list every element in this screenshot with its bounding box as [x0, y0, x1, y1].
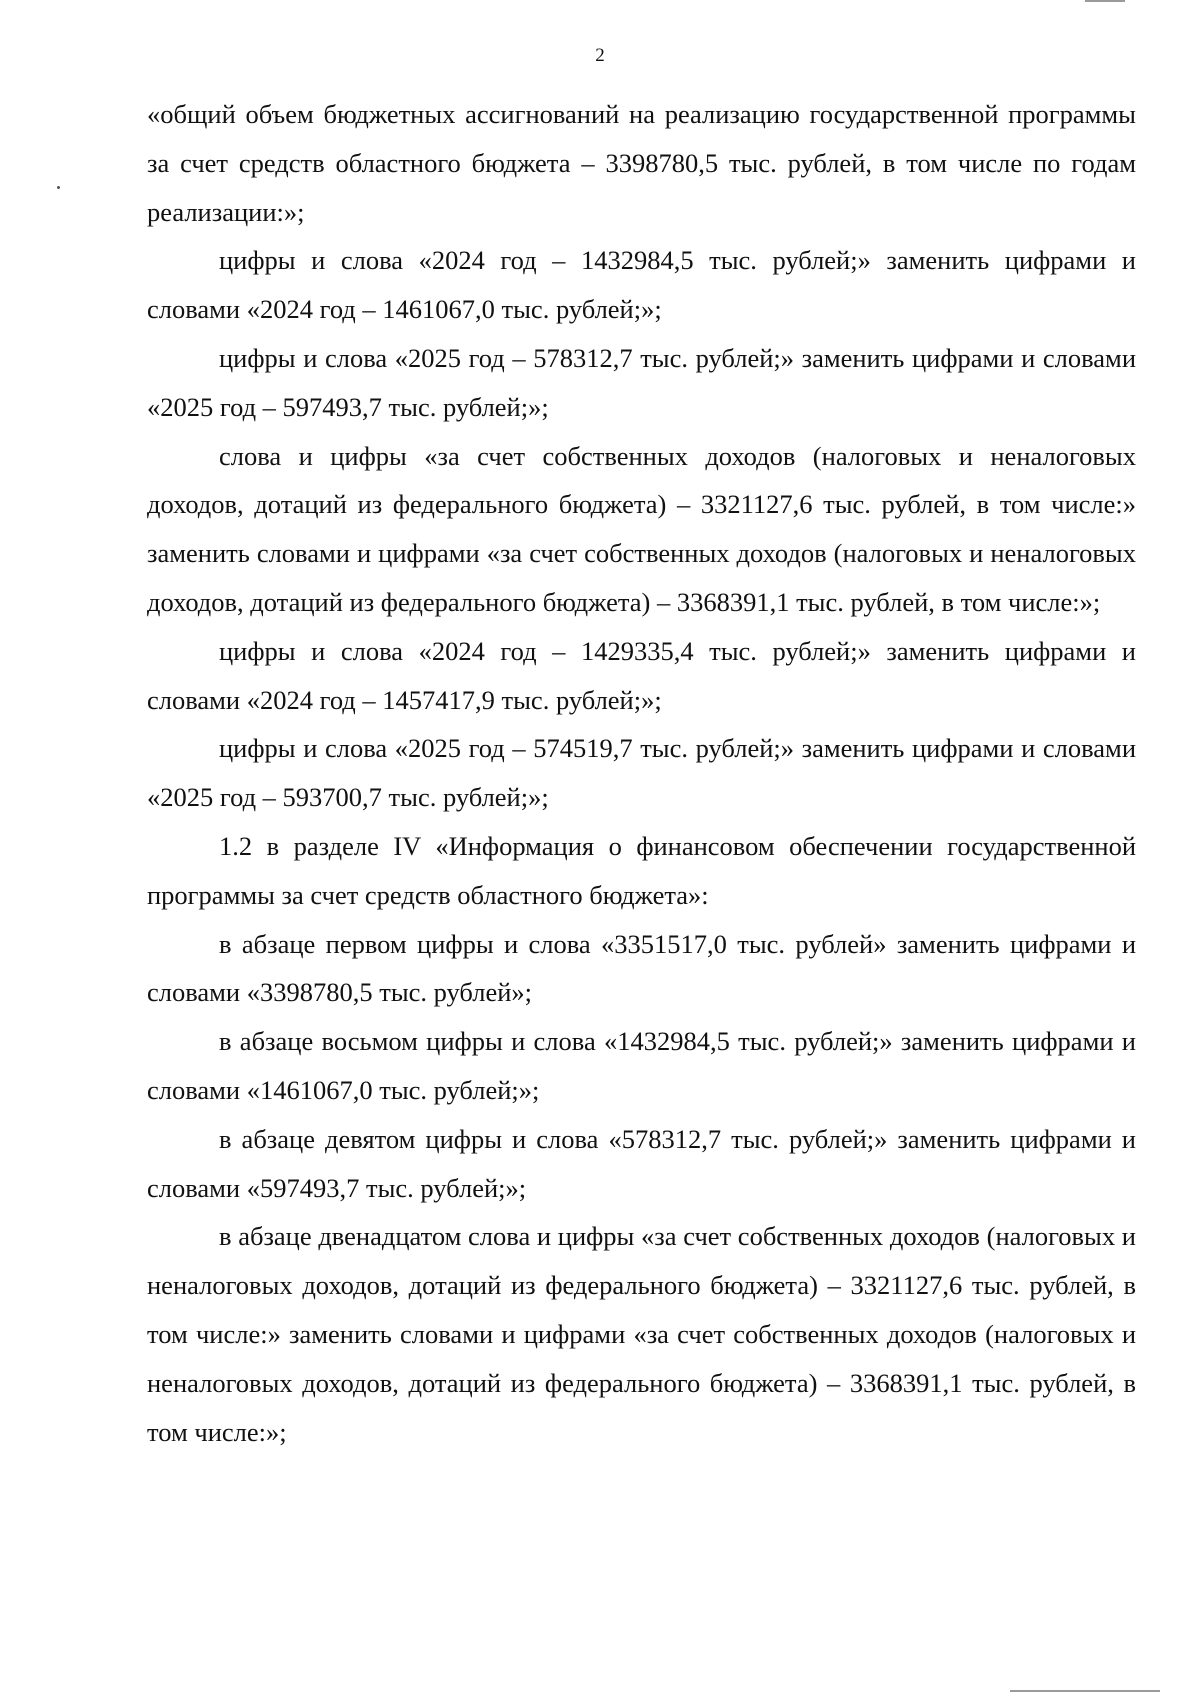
- paragraph: цифры и слова «2025 год – 578312,7 тыс. рублей;» заменить цифрами и словами «2025 год – 597493,7 тыс. рублей;»;: [147, 342, 1136, 422]
- paragraph: в абзаце двенадцатом слова и цифры «за счет собственных доходов (налоговых и неналоговых доходов, дотаций из федерального бюджета) – 3321127,6 тыс. рублей, в том числе:» заменить словами и цифрами «за счет собственных доходов (налоговых и неналоговых доходов, дотаций из федерального бюджета) – 3368391,1 тыс. рублей, в том числе:»;: [147, 1221, 1136, 1447]
- scan-noise-bottom: [1010, 1690, 1160, 1692]
- scan-speck: [57, 186, 60, 189]
- paragraph: «общий объем бюджетных ассигнований на реализацию государственной программы за счет средств областного бюджета – 3398780,5 тыс. рублей, в том числе по годам реализации:»;: [147, 99, 1136, 227]
- paragraph: в абзаце девятом цифры и слова «578312,7 тыс. рублей;» заменить цифрами и словами «597493,7 тыс. рублей;»;: [147, 1123, 1136, 1203]
- paragraph: цифры и слова «2024 год – 1429335,4 тыс. рублей;» заменить цифрами и словами «2024 год – 1457417,9 тыс. рублей;»;: [147, 635, 1136, 715]
- paragraph: в абзаце восьмом цифры и слова «1432984,5 тыс. рублей;» заменить цифрами и словами «1461067,0 тыс. рублей;»;: [147, 1026, 1136, 1105]
- paragraph: 1.2 в разделе IV «Информация о финансовом обеспечении государственной программы за счет средств областного бюджета»:: [147, 830, 1136, 910]
- scan-noise-top: [1085, 0, 1125, 2]
- document-body: [147, 90, 1136, 1456]
- page-number: 2: [595, 45, 605, 66]
- paragraph: слова и цифры «за счет собственных доходов (налоговых и неналоговых доходов, дотаций из федерального бюджета) – 3321127,6 тыс. рублей, в том числе:» заменить словами и цифрами «за счет собственных доходов (налоговых и неналоговых доходов, дотаций из федерального бюджета) – 3368391,1 тыс. рублей, в том числе:»;: [147, 440, 1136, 617]
- paragraph: в абзаце первом цифры и слова «3351517,0 тыс. рублей» заменить цифрами и словами «3398780,5 тыс. рублей»;: [147, 928, 1136, 1008]
- paragraph: цифры и слова «2025 год – 574519,7 тыс. рублей;» заменить цифрами и словами «2025 год – 593700,7 тыс. рублей;»;: [147, 733, 1136, 813]
- paragraph: цифры и слова «2024 год – 1432984,5 тыс. рублей;» заменить цифрами и словами «2024 год – 1461067,0 тыс. рублей;»;: [147, 245, 1136, 325]
